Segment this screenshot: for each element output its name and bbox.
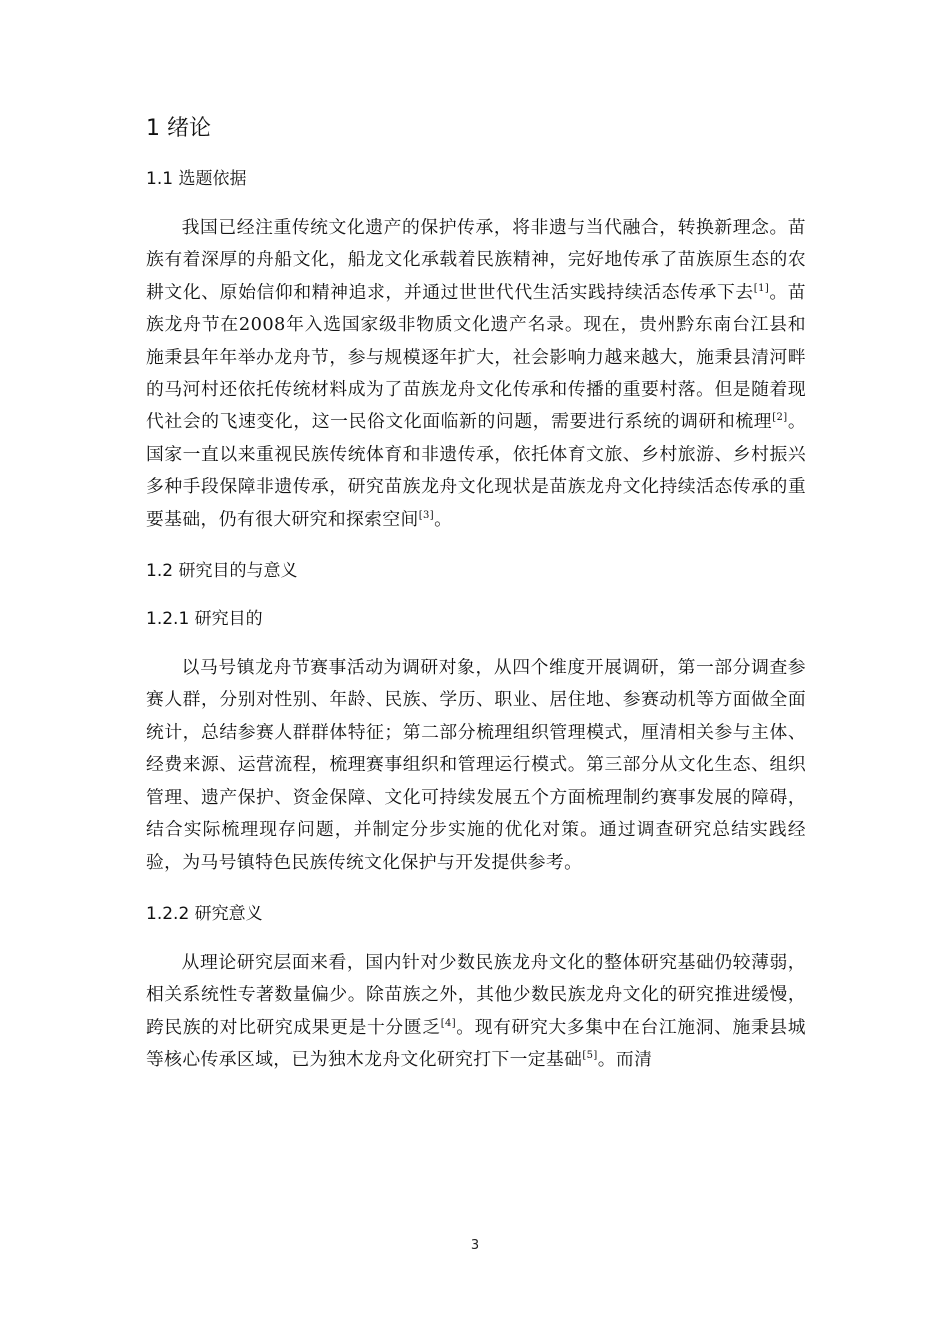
citation-ref-2: [2] (772, 412, 788, 424)
paragraph-text: 。 (434, 508, 453, 530)
section-heading-1-2-2: 1.2.2 研究意义 (146, 903, 263, 924)
citation-ref-4: [4] (440, 1017, 457, 1029)
page-content (146, 112, 806, 1077)
paragraph-research-purpose: 以马号镇龙舟节赛事活动为调研对象，从四个维度开展调研，第一部分调查参赛人群，分别对性别、年龄、民族、学历、职业、居住地、参赛动机等方面做全面统计，总结参赛人群群体特征；第二部分梳理组织管理模式，厘清相关参与主体、经费来源、运营流程，梳理赛事组织和管理运行模式。第三部分从文化生态、组织管理、遗产保护、资金保障、文化可持续发展五个方面梳理制约赛事发展的障碍，结合实际梳理现存问题，并制定分步实施的优化对策。通过调查研究总结实践经验，为马号镇特色民族传统文化保护与开发提供参考。 (146, 657, 806, 873)
section-heading-1-2-1: 1.2.1 研究目的 (146, 609, 263, 630)
paragraph-text: 我国已经注重传统文化遗产的保护传承，将非遗与当代融合，转换新理念。苗族有着深厚的舟船文化，船龙文化承载着民族精神，完好地传承了苗族原生态的农耕文化、原始信仰和精神追求，并通过世世代代生活实践持续活态传承下去 (146, 217, 806, 303)
section-heading-1-2: 1.2 研究目的与意义 (146, 561, 298, 582)
citation-ref-1: [1] (753, 282, 770, 294)
paragraph-research-significance (146, 947, 806, 1077)
paragraph-text: 。苗族龙舟节在2008年入选国家级非物质文化遗产名录。现在，贵州黔东南台江县和施秉县年年举办龙舟节，参与规模逐年扩大，社会影响力越来越大，施秉县清河畔的马河村还依托传统材料成为了苗族龙舟文化传承和传播的重要村落。但是随着现代社会的飞速变化，这一民俗文化面临新的问题，需要进行系统的调研和梳理 (146, 281, 806, 433)
chapter-heading: 1 绪论 (146, 116, 211, 141)
citation-ref-3: [3] (418, 509, 435, 521)
page-number: 3 (470, 1238, 480, 1253)
section-heading-1-1: 1.1 选题依据 (146, 169, 247, 189)
citation-ref-5: [5] (582, 1050, 598, 1062)
paragraph-text: 。现有研究大多集中在台江施洞、施秉县城等核心传承区域，已为独木龙舟文化研究打下一定基础 (146, 1016, 806, 1071)
paragraph-text: 。国家一直以来重视民族传统体育和非遗传承，依托体育文旅、乡村旅游、乡村振兴多种手段保障非遗传承，研究苗族龙舟文化现状是苗族龙舟文化持续活态传承的重要基础，仍有很大研究和探索空间 (146, 411, 806, 530)
paragraph-text: 。而清 (597, 1049, 653, 1071)
paragraph-selection-basis (146, 212, 806, 536)
paragraph-text: 从理论研究层面来看，国内针对少数民族龙舟文化的整体研究基础仍较薄弱，相关系统性专著数量偏少。除苗族之外，其他少数民族龙舟文化的研究推进缓慢，跨民族的对比研究成果更是十分匮乏 (146, 951, 806, 1038)
